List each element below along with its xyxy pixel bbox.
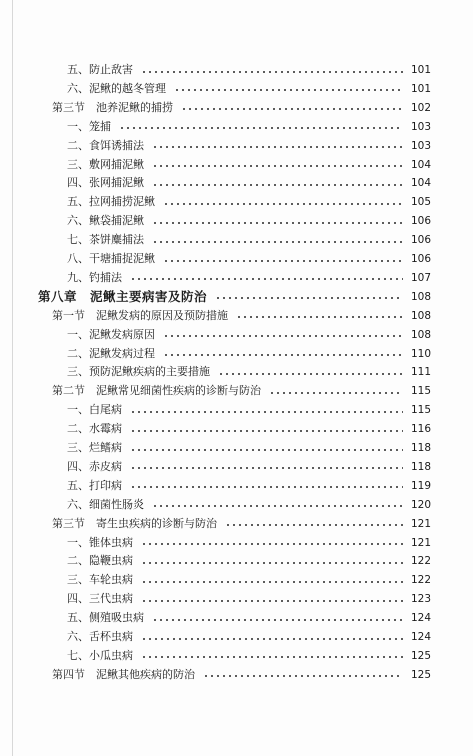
toc-entry bbox=[0, 572, 473, 588]
toc-entry-title: 三、烂鳍病 bbox=[67, 441, 122, 454]
dot-leader bbox=[163, 354, 403, 356]
toc-entry-title: 九、钓捕法 bbox=[67, 270, 122, 284]
dot-leader bbox=[163, 203, 403, 205]
dot-leader bbox=[163, 335, 403, 337]
toc-entry-title: 四、三代虫病 bbox=[67, 592, 133, 606]
toc-entry-title: 二、隐鞭虫病 bbox=[67, 554, 133, 568]
toc-entry bbox=[0, 553, 473, 569]
toc-entry-page-number: 106 bbox=[410, 234, 431, 247]
toc-entry-page-number: 120 bbox=[410, 498, 431, 511]
dot-leader bbox=[130, 486, 403, 488]
toc-entry bbox=[0, 497, 473, 513]
toc-entry bbox=[0, 535, 473, 551]
toc-entry-page-number: 104 bbox=[410, 177, 431, 190]
toc-entry-page-number: 108 bbox=[410, 290, 431, 303]
toc-entry-title: 一、泥鳅发病原因 bbox=[67, 327, 155, 341]
toc-entry-page-number: 103 bbox=[410, 120, 431, 133]
toc-entry-page-number: 121 bbox=[410, 517, 431, 530]
toc-entry bbox=[0, 138, 473, 154]
toc-entry-title: 三、车轮虫病 bbox=[67, 573, 133, 587]
toc-entry-page-number: 125 bbox=[410, 649, 431, 662]
toc-entry-title: 七、小瓜虫病 bbox=[67, 648, 133, 662]
toc-entry bbox=[0, 251, 473, 267]
dot-leader bbox=[218, 373, 403, 375]
toc-entry-page-number: 101 bbox=[410, 82, 431, 95]
toc-entry-title: 四、张网捕泥鳅 bbox=[67, 176, 144, 190]
dot-leader bbox=[152, 505, 403, 507]
dot-leader bbox=[152, 184, 403, 186]
toc-entry bbox=[0, 308, 473, 324]
dot-leader bbox=[130, 467, 403, 469]
toc-entry-page-number: 110 bbox=[410, 347, 431, 360]
dot-leader bbox=[163, 260, 403, 262]
toc-entry-title: 第一节 泥鳅发病的原因及预防措施 bbox=[52, 308, 228, 322]
toc-entry bbox=[0, 459, 473, 475]
toc-entry-page-number: 125 bbox=[410, 668, 431, 681]
toc-entry-page-number: 108 bbox=[410, 309, 431, 322]
toc-entry-page-number: 104 bbox=[410, 158, 431, 171]
dot-leader bbox=[130, 411, 403, 413]
toc-entry-page-number: 105 bbox=[410, 196, 431, 209]
toc-entry-page-number: 106 bbox=[410, 215, 431, 228]
dot-leader bbox=[141, 562, 403, 564]
toc-entry bbox=[0, 100, 473, 116]
toc-entry-title: 六、舌杯虫病 bbox=[67, 630, 133, 643]
toc-entry-title: 三、预防泥鳅疾病的主要措施 bbox=[67, 365, 210, 379]
toc-entry-page-number: 102 bbox=[410, 101, 431, 114]
dot-leader bbox=[130, 278, 403, 280]
toc-entry bbox=[0, 81, 473, 97]
toc-entry bbox=[0, 157, 473, 173]
toc-entry bbox=[0, 327, 473, 343]
toc-entry-title: 第三节 寄生虫疾病的诊断与防治 bbox=[52, 516, 217, 530]
toc-entry-title: 八、干塘捕捉泥鳅 bbox=[67, 252, 155, 265]
dot-leader bbox=[130, 430, 403, 432]
toc-entry bbox=[0, 629, 473, 645]
toc-entry-page-number: 122 bbox=[410, 574, 431, 587]
dot-leader bbox=[141, 581, 403, 583]
toc-entry-page-number: 107 bbox=[410, 271, 431, 284]
dot-leader bbox=[141, 656, 403, 658]
toc-entry-page-number: 116 bbox=[410, 423, 431, 436]
toc-entry bbox=[0, 346, 473, 362]
dot-leader bbox=[215, 297, 403, 299]
toc-entry bbox=[0, 383, 473, 399]
toc-entry bbox=[0, 232, 473, 248]
toc-entry bbox=[0, 175, 473, 191]
dot-leader bbox=[152, 619, 403, 621]
toc-entry bbox=[0, 62, 473, 78]
toc-entry-page-number: 124 bbox=[410, 631, 431, 643]
dot-leader bbox=[141, 600, 403, 602]
toc-entry-page-number: 115 bbox=[410, 385, 431, 398]
toc-entry-title: 四、赤皮病 bbox=[67, 459, 122, 473]
toc-entry bbox=[0, 402, 473, 418]
dot-leader bbox=[152, 241, 403, 243]
toc-entry-title: 第八章 泥鳅主要病害及防治 bbox=[38, 288, 208, 304]
toc-entry bbox=[0, 667, 473, 683]
toc-entry-page-number: 103 bbox=[410, 139, 431, 152]
toc-entry-title: 五、拉网捕捞泥鳅 bbox=[67, 195, 155, 209]
toc-entry bbox=[0, 516, 473, 532]
toc-entry-page-number: 106 bbox=[410, 253, 431, 265]
toc-entry bbox=[0, 213, 473, 229]
toc-entry bbox=[0, 610, 473, 626]
toc-entry-page-number: 108 bbox=[410, 328, 431, 341]
toc-entry-title: 第四节 泥鳅其他疾病的防治 bbox=[52, 667, 195, 681]
dot-leader bbox=[152, 146, 403, 148]
toc-entry-page-number: 119 bbox=[410, 479, 431, 492]
dot-leader bbox=[152, 165, 403, 167]
dot-leader bbox=[225, 524, 403, 526]
toc-entry-title: 七、茶饼麋捕法 bbox=[67, 233, 144, 247]
toc-entry bbox=[0, 440, 473, 456]
toc-entry-title: 一、锥体虫病 bbox=[67, 535, 133, 549]
toc-entry-page-number: 118 bbox=[410, 442, 431, 454]
toc-entry-page-number: 122 bbox=[410, 555, 431, 568]
dot-leader bbox=[236, 316, 403, 318]
toc-entry-title: 二、泥鳅发病过程 bbox=[67, 346, 155, 360]
toc-entry-title: 二、水霉病 bbox=[67, 422, 122, 436]
toc-entry-title: 第三节 池养泥鳅的捕捞 bbox=[52, 100, 173, 114]
toc-entry bbox=[0, 591, 473, 607]
toc-entry-title: 六、细菌性肠炎 bbox=[67, 497, 144, 511]
toc-entry-page-number: 115 bbox=[410, 404, 431, 417]
toc-entry bbox=[0, 478, 473, 494]
toc-entry-title: 三、敷网捕泥鳅 bbox=[67, 157, 144, 171]
toc-entry bbox=[0, 289, 473, 305]
dot-leader bbox=[141, 638, 403, 640]
toc-entry-page-number: 124 bbox=[410, 612, 431, 625]
toc-entry-title: 五、打印病 bbox=[67, 478, 122, 492]
toc-entry bbox=[0, 364, 473, 380]
toc-entry-title: 第二节 泥鳅常见细菌性疾病的诊断与防治 bbox=[52, 384, 261, 398]
toc-entry bbox=[0, 421, 473, 437]
dot-leader bbox=[152, 222, 403, 224]
toc-entry-title: 二、食饵诱捕法 bbox=[67, 138, 144, 152]
toc-entry-page-number: 118 bbox=[410, 460, 431, 473]
toc-entry-page-number: 111 bbox=[410, 366, 431, 379]
toc-entry-page-number: 121 bbox=[410, 536, 431, 549]
toc-entry-title: 六、鳅袋捕泥鳅 bbox=[67, 214, 144, 228]
dot-leader bbox=[130, 449, 403, 451]
toc-entry-page-number: 123 bbox=[410, 593, 431, 606]
dot-leader bbox=[141, 71, 403, 73]
dot-leader bbox=[269, 392, 403, 394]
toc-entry-title: 五、侧殖吸虫病 bbox=[67, 611, 144, 625]
toc-entry-title: 一、白尾病 bbox=[67, 403, 122, 417]
toc-entry-title: 一、笼捕 bbox=[67, 119, 111, 133]
toc-entry bbox=[0, 119, 473, 135]
toc-entry-title: 五、防止敌害 bbox=[67, 63, 133, 76]
dot-leader bbox=[174, 89, 403, 91]
dot-leader bbox=[181, 108, 403, 110]
dot-leader bbox=[119, 127, 403, 129]
toc-entry bbox=[0, 194, 473, 210]
dot-leader bbox=[141, 543, 403, 545]
toc-entry-page-number: 101 bbox=[410, 64, 431, 76]
toc-entry-title: 六、泥鳅的越冬管理 bbox=[67, 81, 166, 95]
toc-entry bbox=[0, 270, 473, 286]
toc-entry bbox=[0, 648, 473, 664]
dot-leader bbox=[203, 675, 403, 677]
